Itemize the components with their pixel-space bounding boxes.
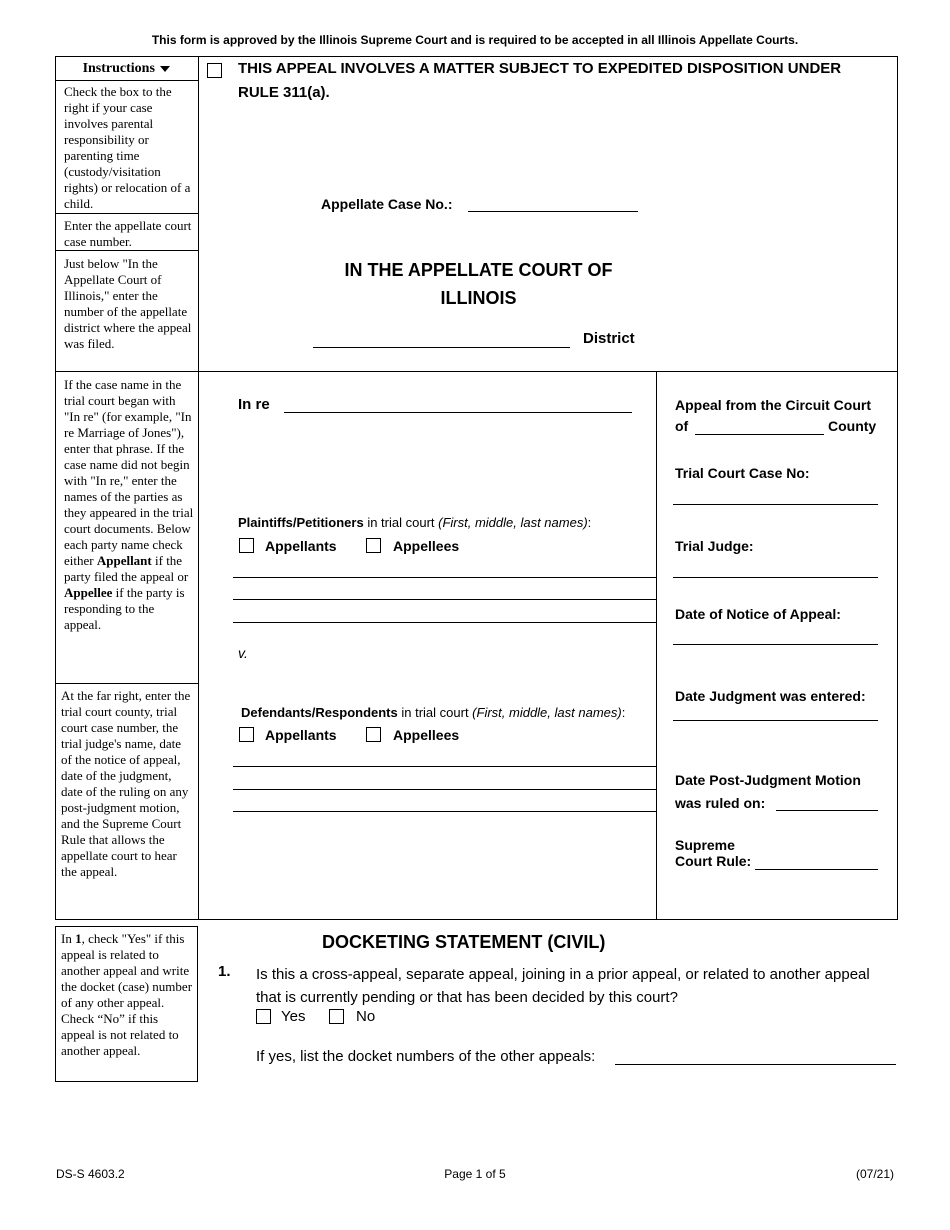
judgment-date-label: Date Judgment was entered: [675, 688, 866, 704]
right-panel-divider [656, 371, 657, 920]
section-divider [55, 371, 898, 372]
notice-date-label: Date of Notice of Appeal: [675, 606, 841, 622]
plaintiff-name-field-1[interactable] [233, 577, 657, 578]
instruction-far-right: At the far right, enter the trial court county, trial court case number, the trial judge's name, date of the notice of appeal, date of the judgment, date of the ruling on any post-judgment motion, and the Supreme Court Rule that allows the appellate court to hear the appeal. [61, 688, 191, 879]
q1-no-checkbox[interactable] [329, 1009, 344, 1024]
instructions-heading[interactable]: Instructions [55, 61, 198, 77]
q1-number: 1. [218, 963, 231, 980]
notice-date-field[interactable] [673, 644, 878, 645]
chevron-down-icon [160, 66, 170, 72]
instructions-divider [198, 56, 199, 920]
defendants-appellants-label: Appellants [265, 727, 337, 743]
defendant-name-field-1[interactable] [233, 766, 657, 767]
in-re-field[interactable] [284, 412, 632, 413]
post-judgment-label-2: was ruled on: [675, 795, 766, 811]
defendants-heading: Defendants/Respondents in trial court (First, middle, last names): [241, 705, 626, 720]
post-judgment-date-field[interactable] [776, 810, 878, 811]
defendant-name-field-3[interactable] [233, 811, 657, 812]
trial-case-no-label: Trial Court Case No: [675, 465, 810, 481]
trial-case-no-field[interactable] [673, 504, 878, 505]
docket-numbers-prompt: If yes, list the docket numbers of the other appeals: [256, 1048, 596, 1065]
court-title: IN THE APPELLATE COURT OF ILLINOIS [344, 260, 613, 308]
expedited-checkbox[interactable] [207, 63, 222, 78]
instruction-case-name: If the case name in the trial court began with "In re" (for example, "In re Marriage of Jones"), enter that phrase. If the case name did not begin with "In re," enter the names of the parties as they appeared in the trial court documents. Below each party name check either Appellant if the party filed the appeal or Appellee if the party is responding to the appeal. [64, 377, 194, 632]
form-revision: (07/21) [855, 1167, 894, 1181]
appeal-from-label: Appeal from the Circuit Court [675, 397, 872, 413]
plaintiffs-heading: Plaintiffs/Petitioners in trial court (First, middle, last names): [238, 515, 592, 530]
plaintiff-name-field-3[interactable] [233, 622, 657, 623]
defendants-appellees-label: Appellees [393, 727, 460, 743]
plaintiffs-appellants-checkbox[interactable] [239, 538, 254, 553]
instruction-district: Just below "In the Appellate Court of Illinois," enter the number of the appellate district where the appeal was filed. [64, 256, 192, 351]
plaintiffs-appellees-label: Appellees [393, 538, 460, 554]
supreme-court-rule-field[interactable] [755, 869, 878, 870]
expedited-line-2: RULE 311(a). [238, 84, 330, 101]
docketing-title: DOCKETING STATEMENT (CIVIL) [322, 932, 606, 952]
page-number: Page 1 of 5 [444, 1167, 506, 1181]
expedited-line-1: THIS APPEAL INVOLVES A MATTER SUBJECT TO EXPEDITED DISPOSITION UNDER [238, 60, 842, 77]
appellate-case-no-field[interactable] [468, 211, 638, 212]
plaintiffs-appellees-checkbox[interactable] [366, 538, 381, 553]
plaintiff-name-field-2[interactable] [233, 599, 657, 600]
county-label: County [828, 418, 877, 434]
versus-label: v. [238, 645, 248, 661]
form-id: DS-S 4603.2 [56, 1167, 125, 1181]
q1-no-label: No [356, 1008, 376, 1025]
of-label: of [675, 418, 689, 434]
plaintiffs-appellants-label: Appellants [265, 538, 337, 554]
district-field[interactable] [313, 347, 570, 348]
defendants-appellees-checkbox[interactable] [366, 727, 381, 742]
q1-text: Is this a cross-appeal, separate appeal, joining in a prior appeal, or related to another appeal that is currently pending or that has been decided by this court? [256, 966, 870, 1006]
supreme-label-1: Supreme [675, 837, 735, 853]
defendants-appellants-checkbox[interactable] [239, 727, 254, 742]
in-re-label: In re [238, 396, 270, 413]
instruction-q1: In 1, check "Yes" if this appeal is related to another appeal and write the docket (case) number of any other appeal. Check “No” if this appeal is not related to another appeal. [61, 931, 193, 1058]
docket-numbers-field[interactable] [615, 1064, 896, 1065]
county-field[interactable] [695, 434, 824, 435]
defendant-name-field-2[interactable] [233, 789, 657, 790]
supreme-label-2: Court Rule: [675, 853, 752, 869]
instruction-case-number: Enter the appellate court case number. [64, 218, 192, 249]
appellate-case-no-label: Appellate Case No.: [321, 196, 453, 212]
q1-yes-label: Yes [281, 1008, 306, 1025]
trial-judge-field[interactable] [673, 577, 878, 578]
approval-notice: This form is approved by the Illinois Supreme Court and is required to be accepted in all Illinois Appellate Courts. [151, 33, 799, 47]
district-label: District [583, 330, 635, 347]
trial-judge-label: Trial Judge: [675, 538, 754, 554]
post-judgment-label-1: Date Post-Judgment Motion [675, 772, 861, 788]
judgment-date-field[interactable] [673, 720, 878, 721]
instruction-expedited: Check the box to the right if your case involves parental responsibility or parenting time (custody/visitation rights) or relocation of a child. [64, 84, 191, 211]
q1-yes-checkbox[interactable] [256, 1009, 271, 1024]
